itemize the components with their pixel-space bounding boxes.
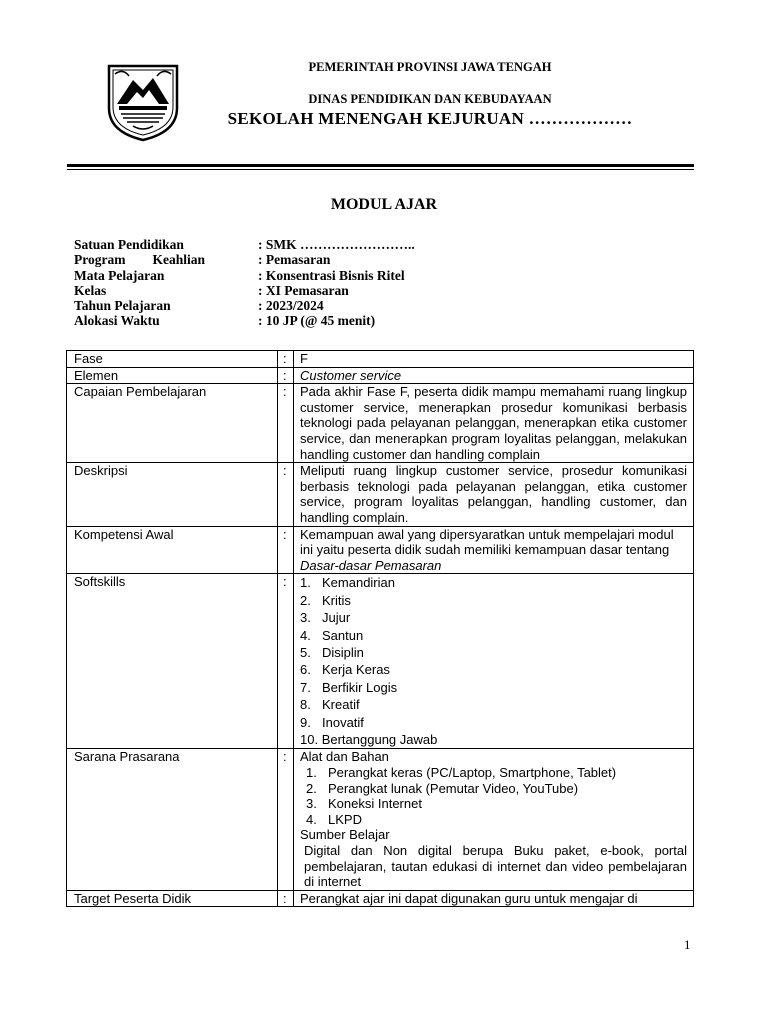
item-number: 1. bbox=[306, 764, 317, 780]
item-number: 8. bbox=[300, 697, 311, 713]
info-value: : Konsentrasi Bisnis Ritel bbox=[258, 267, 405, 283]
row-label: Fase bbox=[67, 351, 278, 368]
list-item bbox=[300, 609, 687, 626]
row-label: Elemen bbox=[67, 367, 278, 384]
row-value bbox=[294, 367, 694, 384]
table-row-elemen bbox=[67, 367, 694, 384]
row-colon: : bbox=[278, 463, 294, 526]
item-number: 2. bbox=[300, 592, 311, 608]
info-row-mapel bbox=[74, 268, 415, 283]
item-number: 2. bbox=[306, 780, 317, 796]
kompetensi-text: Kemampuan awal yang dipersyaratkan untuk mempelajari modul ini yaitu peserta didik sudah memiliki kemampuan dasar tentang bbox=[300, 526, 674, 558]
item-number: 4. bbox=[300, 627, 311, 643]
item-number: 3. bbox=[300, 610, 311, 626]
identity-info-block bbox=[74, 237, 415, 329]
item-text: Kemandirian bbox=[322, 575, 395, 591]
item-text: LKPD bbox=[328, 811, 362, 827]
info-value: : Pemasaran bbox=[258, 252, 331, 268]
info-value: : 2023/2024 bbox=[258, 298, 324, 314]
item-text: Berfikir Logis bbox=[322, 679, 398, 695]
row-colon: : bbox=[278, 351, 294, 368]
list-item bbox=[300, 696, 687, 713]
row-colon: : bbox=[278, 574, 294, 749]
kompetensi-italic: Dasar-dasar Pemasaran bbox=[300, 557, 442, 573]
header-rule-thin bbox=[67, 169, 694, 170]
module-details-table bbox=[66, 350, 694, 907]
item-number: 10. bbox=[300, 731, 319, 747]
header-school-name: SEKOLAH MENENGAH KEJURUAN ……………… bbox=[227, 109, 633, 128]
header-rule-thick bbox=[67, 164, 694, 167]
row-colon: : bbox=[278, 384, 294, 463]
list-item bbox=[306, 765, 687, 781]
row-value: Pada akhir Fase F, peserta didik mampu memahami ruang lingkup customer service, menerapkan prosedur komunikasi berbasis teknologi pada pelayanan pelanggan, menerapkan etika customer service, dan menerapkan program loyalitas pelanggan, melakukan handling customer dan handling complain bbox=[294, 384, 694, 463]
row-value: Meliputi ruang lingkup customer service, prosedur komunikasi berbasis teknologi pada pelayanan pelanggan, etika customer service, program loyalitas pelanggan, handling customer, dan handling complain. bbox=[294, 463, 694, 526]
row-label: Sarana Prasarana bbox=[67, 749, 278, 890]
row-colon: : bbox=[278, 749, 294, 890]
item-number: 5. bbox=[300, 644, 311, 660]
item-text: Jujur bbox=[322, 610, 351, 626]
alat-list bbox=[300, 765, 687, 827]
row-colon: : bbox=[278, 367, 294, 384]
list-item bbox=[300, 731, 687, 748]
list-item bbox=[300, 627, 687, 644]
row-label: Capaian Pembelajaran bbox=[67, 384, 278, 463]
item-text: Disiplin bbox=[322, 644, 364, 660]
table-row-sarana bbox=[67, 749, 694, 890]
info-label: Alokasi Waktu bbox=[74, 313, 160, 329]
item-text: Kritis bbox=[322, 592, 351, 608]
row-value: Perangkat ajar ini dapat digunakan guru untuk mengajar di bbox=[294, 890, 694, 907]
item-text: Bertanggung Jawab bbox=[321, 731, 438, 747]
header-government: PEMERINTAH PROVINSI JAWA TENGAH bbox=[308, 60, 552, 74]
info-label: Tahun Pelajaran bbox=[74, 298, 171, 314]
list-item bbox=[300, 592, 687, 609]
info-label-part: Keahlian bbox=[152, 252, 205, 268]
row-value bbox=[294, 574, 694, 749]
item-number: 7. bbox=[300, 679, 311, 695]
info-label: Kelas bbox=[74, 282, 107, 298]
item-number: 1. bbox=[300, 575, 311, 591]
table-row-capaian bbox=[67, 384, 694, 463]
row-colon: : bbox=[278, 526, 294, 574]
alat-heading: Alat dan Bahan bbox=[300, 749, 389, 765]
info-row-alokasi bbox=[74, 313, 415, 328]
table-row-target bbox=[67, 890, 694, 907]
table-row-softskills bbox=[67, 574, 694, 749]
info-value: : XI Pemasaran bbox=[258, 282, 349, 298]
list-item bbox=[300, 574, 687, 591]
info-label: Mata Pelajaran bbox=[74, 267, 165, 283]
info-label: Satuan Pendidikan bbox=[74, 237, 184, 252]
item-text: Santun bbox=[322, 627, 364, 643]
list-item bbox=[300, 661, 687, 678]
elemen-value: Customer service bbox=[300, 367, 402, 383]
list-item bbox=[300, 714, 687, 731]
sumber-text: Digital dan Non digital berupa Buku paket, e-book, portal pembelajaran, tautan edukasi di internet dan video pembelajaran di internet bbox=[304, 842, 687, 890]
list-item bbox=[306, 781, 687, 797]
item-number: 3. bbox=[306, 796, 317, 812]
softskills-list bbox=[300, 574, 687, 748]
list-item bbox=[306, 812, 687, 828]
info-label-part: Program bbox=[74, 252, 126, 268]
info-row-satuan bbox=[74, 237, 415, 252]
item-text: Koneksi Internet bbox=[328, 796, 422, 812]
header-department: DINAS PENDIDIKAN DAN KEBUDAYAAN bbox=[308, 92, 552, 106]
info-value: : SMK …………………….. bbox=[258, 237, 415, 252]
item-number: 4. bbox=[306, 811, 317, 827]
info-row-tahun bbox=[74, 298, 415, 313]
row-value: F bbox=[294, 351, 694, 368]
list-item bbox=[300, 679, 687, 696]
item-text: Perangkat lunak (Pemutar Video, YouTube) bbox=[328, 780, 579, 796]
info-row-kelas bbox=[74, 283, 415, 298]
list-item bbox=[300, 644, 687, 661]
row-value bbox=[294, 749, 694, 890]
item-text: Perangkat keras (PC/Laptop, Smartphone, Tablet) bbox=[328, 764, 617, 780]
info-value: : 10 JP (@ 45 menit) bbox=[258, 313, 376, 329]
row-label: Deskripsi bbox=[67, 463, 278, 526]
row-colon: : bbox=[278, 890, 294, 907]
page-number: 1 bbox=[684, 937, 691, 952]
item-number: 6. bbox=[300, 662, 311, 678]
table-row-deskripsi bbox=[67, 463, 694, 526]
info-row-program bbox=[74, 252, 415, 267]
table-row-kompetensi bbox=[67, 526, 694, 574]
item-text: Kreatif bbox=[322, 697, 360, 713]
info-label bbox=[74, 252, 205, 267]
list-item bbox=[306, 796, 687, 812]
sumber-heading: Sumber Belajar bbox=[300, 827, 390, 843]
document-title: MODUL AJAR bbox=[330, 196, 438, 213]
item-text: Kerja Keras bbox=[322, 662, 390, 678]
item-text: Inovatif bbox=[322, 714, 364, 730]
provincial-crest-logo bbox=[103, 60, 183, 142]
table-row-fase bbox=[67, 351, 694, 368]
row-label: Target Peserta Didik bbox=[67, 890, 278, 907]
row-label: Softskills bbox=[67, 574, 278, 749]
row-label: Kompetensi Awal bbox=[67, 526, 278, 574]
row-value bbox=[294, 526, 694, 574]
item-number: 9. bbox=[300, 714, 311, 730]
